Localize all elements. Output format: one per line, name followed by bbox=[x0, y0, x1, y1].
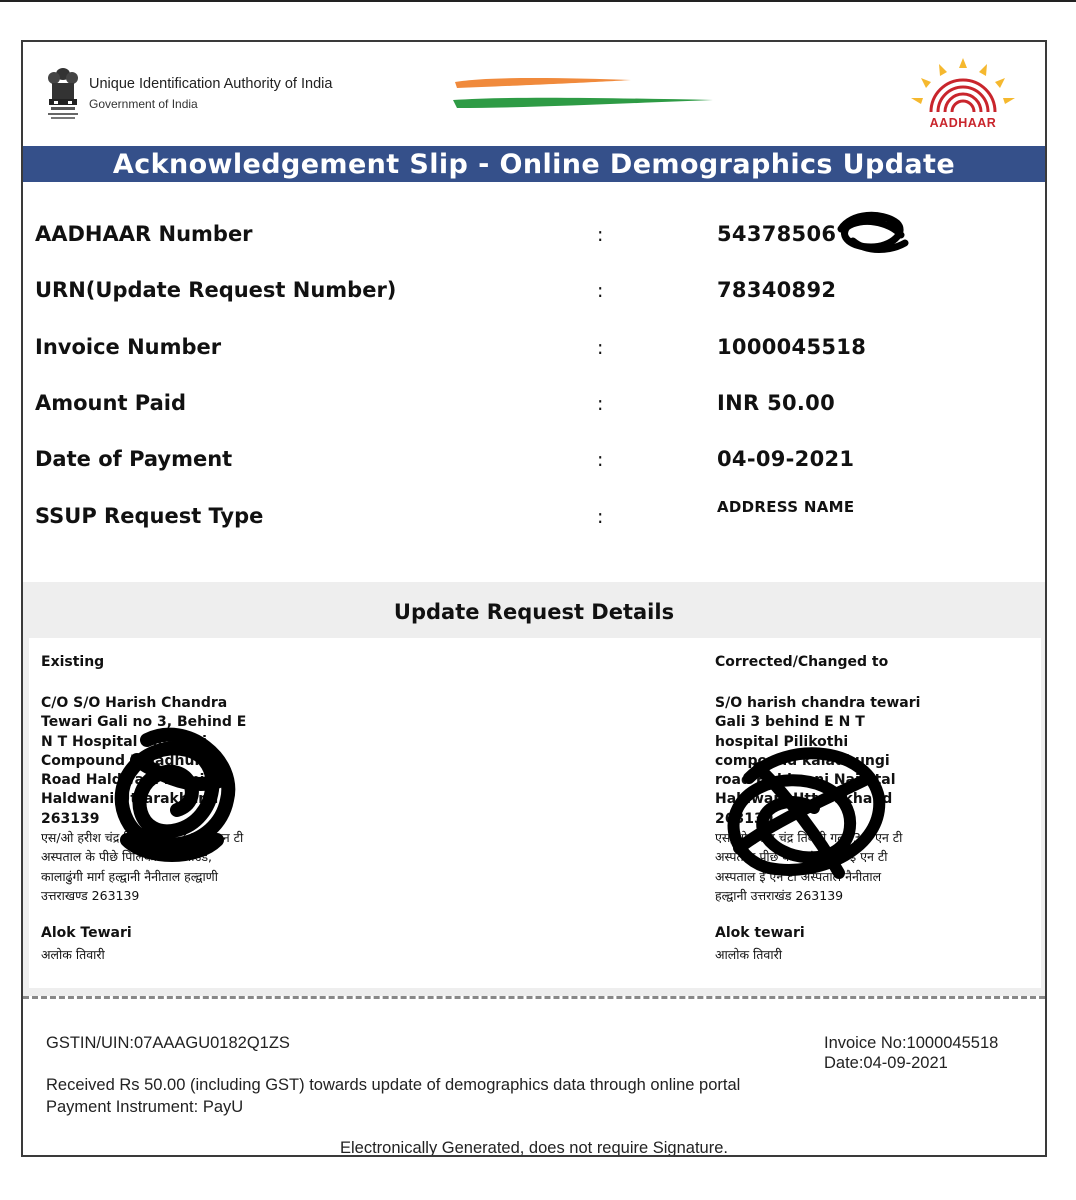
details-panel bbox=[29, 638, 1041, 988]
field-colon: : bbox=[597, 393, 604, 415]
payment-instrument-text: Payment Instrument: PayU bbox=[46, 1098, 244, 1116]
field-label: AADHAAR Number bbox=[35, 222, 253, 246]
changed-address-hindi: एस/ओ हरीश चंद्र तिवारी गली 3 ई एन टी अस्पताल पीछे कालाढुंगी मार्ग ई एन टी अस्पताल ई एन टी अस्पताल नैनीताल हल्द्वानी उत्तराखंड 263139 bbox=[715, 830, 903, 903]
redaction-scribble bbox=[107, 720, 247, 870]
field-label: Date of Payment bbox=[35, 447, 233, 471]
acknowledgement-slip bbox=[21, 40, 1047, 1157]
existing-address-hindi: एस/ओ हरीश चंद्र तिवारी गली न 3, ई एन टी अस्पताल के पीछे पिलिकोठी कॉंपाउंड, कालाढुंगी मार्ग हल्द्वानी नैनीताल हल्द्वाणी उत्तराखण्ड 263139 bbox=[41, 830, 244, 903]
existing-heading: Existing bbox=[41, 654, 105, 670]
details-title: Update Request Details bbox=[393, 600, 675, 624]
received-text: Received Rs 50.00 (including GST) towards update of demographics data through online portal bbox=[46, 1076, 741, 1094]
gov-name: Government of India bbox=[89, 97, 198, 111]
aadhaar-logo-text: AADHAAR bbox=[929, 116, 997, 130]
changed-heading: Corrected/Changed to bbox=[715, 654, 889, 670]
slip-header bbox=[23, 42, 1045, 146]
existing-name-hindi: अलोक तिवारी bbox=[41, 947, 105, 962]
date-of-payment-row bbox=[35, 447, 1035, 483]
field-label: Amount Paid bbox=[35, 391, 187, 415]
field-value: INR 50.00 bbox=[717, 391, 835, 415]
field-colon: : bbox=[597, 280, 604, 302]
field-label: SSUP Request Type bbox=[35, 504, 264, 528]
existing-name-english: Alok Tewari bbox=[41, 925, 132, 941]
field-colon: : bbox=[597, 449, 604, 471]
existing-address-english: C/O S/O Harish Chandra Tewari Gali no 3, Behind E N T Hospital Pilikothi Compound Kaladhungi Road Haldwani Nainital Haldwani Uttarakhand 263139 bbox=[41, 695, 247, 827]
redaction-scribble bbox=[719, 738, 889, 888]
field-label: Invoice Number bbox=[35, 335, 222, 359]
field-value: 04-09-2021 bbox=[717, 447, 855, 471]
org-name: Unique Identification Authority of India bbox=[89, 76, 333, 92]
field-value: ADDRESS NAME bbox=[717, 498, 855, 516]
update-request-details bbox=[23, 582, 1045, 996]
invoice-number-text: Invoice No:1000045518 bbox=[824, 1034, 999, 1052]
changed-address-english: S/O harish chandra tewari Gali 3 behind E N T hospital Pilikothi compound kaladhungi road Haldwani Nainital Haldwani Uttarakhand 263139 bbox=[715, 695, 921, 827]
field-label: URN(Update Request Number) bbox=[35, 278, 397, 302]
electronic-note: Electronically Generated, does not require Signature. bbox=[340, 1139, 728, 1157]
amount-paid-row bbox=[35, 391, 1035, 427]
slip-title: Acknowledgement Slip - Online Demographics Update bbox=[112, 148, 956, 180]
redaction-scribble bbox=[831, 207, 911, 261]
aadhaar-logo bbox=[907, 58, 1019, 134]
top-border-line bbox=[0, 0, 1076, 2]
changed-name-hindi: आलोक तिवारी bbox=[715, 947, 782, 962]
gstin-text: GSTIN/UIN:07AAAGU0182Q1ZS bbox=[46, 1034, 290, 1052]
state-emblem-icon bbox=[45, 66, 81, 122]
title-bar bbox=[23, 146, 1045, 182]
field-colon: : bbox=[597, 506, 604, 528]
ssup-request-type-row bbox=[35, 498, 1035, 540]
urn-row bbox=[35, 278, 1035, 314]
aadhaar-fingerprint-sun-icon bbox=[907, 58, 1019, 116]
cut-line-divider bbox=[23, 996, 1045, 999]
invoice-number-row bbox=[35, 335, 1035, 371]
field-value: 1000045518 bbox=[717, 335, 867, 359]
field-value: 54378506 bbox=[717, 222, 837, 246]
invoice-date-text: Date:04-09-2021 bbox=[824, 1054, 948, 1072]
changed-name-english: Alok tewari bbox=[715, 925, 805, 941]
field-value: 78340892 bbox=[717, 278, 837, 302]
field-colon: : bbox=[597, 337, 604, 359]
field-colon: : bbox=[597, 224, 604, 246]
tricolor-brush-strokes bbox=[451, 72, 713, 116]
